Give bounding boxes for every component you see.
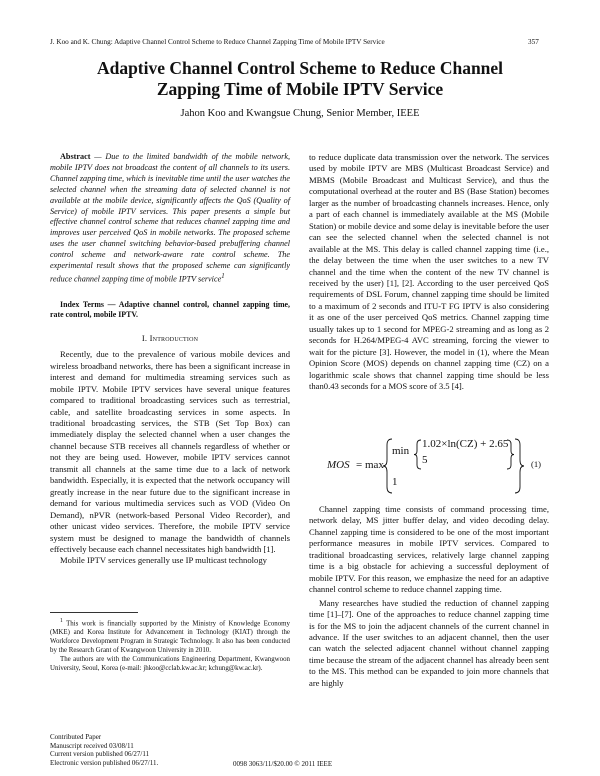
manuscript-line-1: Contributed Paper <box>50 733 102 741</box>
equation-lhs: MOS <box>327 459 350 471</box>
right-column-bottom <box>309 504 549 689</box>
title-line-1: Adaptive Channel Control Scheme to Reduce Channel <box>96 58 504 78</box>
manuscript-info <box>50 733 158 767</box>
equation-max: = max <box>356 459 384 471</box>
footnote: $^1$ This work is financially supported by the Ministry of Knowledge Economy (MKE) and Korea Institute for Advancement in Technology (KIAT) through the Workforce Development Program in Strategic Technology. It also has been conducted by the Research Grant of Kwangwoon University in 2010. The authors are with the Communications Engineering Department, Kwangwoon University, Seoul, Korea (e-mail: jhkoo@cclab.kw.ac.kr; kchung@kw.ac.kr). <box>50 618 290 673</box>
page-number: 357 <box>528 38 539 46</box>
left-column <box>50 152 290 567</box>
manuscript-line-3: Current version published 06/27/11 <box>50 750 150 759</box>
footer-code: 0098 3063/11/$20.00 © 2011 IEEE <box>233 760 333 768</box>
section-number: I. <box>141 332 148 343</box>
equation-row-1: 1.02×ln(CZ) + 2.65 <box>422 438 509 450</box>
paper-title <box>40 58 560 100</box>
footnote-rule <box>50 612 138 613</box>
running-header: J. Koo and K. Chung: Adaptive Channel Control Scheme to Reduce Channel Zapping Time of Mobile IPTV Service <box>50 38 385 46</box>
manuscript-line-4: Electronic version published 06/27/11. <box>50 758 159 767</box>
authors: Jahon Koo and Kwangsue Chung, Senior Member, IEEE <box>180 108 420 119</box>
abstract <box>50 152 290 286</box>
abstract-text: — Due to the limited bandwidth of the mobile network, mobile IPTV does not broadcast the content of all channels to its users. Channel zapping time, which is inevitable time until the user watches the selected channel when the streaming data of selected channel is not available at the mobile device, significantly affects the QoS (Quality of Service) of mobile IPTV services. This paper presents a simple but effective channel control scheme that reduces channel zapping time and improves user perceived QoS in mobile networks. The proposed scheme uses the user channel switching behavior-based prebuffering channel control scheme and network-aware rate control scheme. The experimental result shows that the proposed scheme can significantly reduce channel zapping time of mobile IPTV service <box>50 152 290 284</box>
section-heading <box>50 333 290 344</box>
intro-paragraph-1: Recently, due to the prevalence of various mobile devices and wireless broadband networks, there has been a significant increase in interest and demand for multimedia streaming services such as mobile IPTV. Mobile IPTV services have several unique features compared to traditional broadcasting services such as terrestrial, cable, and satellite broadcasting services in some aspects. In traditional broadcasting services, the STB (Set Top Box) can immediately display the selected channel when a user changes the channel because STB receives all channels regardless of whether or not they are being used. However, mobile IPTV services cannot transmit all channels at the same time due to a lack of network bandwidth. Especially, it is expected that the network occupancy will greatly increase in the near future due to the significant increase in demand for various multimedia services such as VOD (Video On Demand), nPVR (network-based Personal Video Recorder), and other unicast video services. Therefore, the mobile IPTV service system must be designed to manage the bandwidth of channels effectively because each channel necessitates high bandwidth [1]. <box>50 349 290 554</box>
footnote-2: The authors are with the Communications Engineering Department, Kwangwoon University, Seoul, Korea (e-mail: jhkoo@cclab.kw.ac.kr; kchung@kw.ac.kr). <box>50 656 290 673</box>
section-title: Introduction <box>149 332 199 343</box>
index-terms: Index Terms — Adaptive channel control, channel zapping time, rate control, mobile IPTV. <box>50 299 290 320</box>
equation-row-2: 5 <box>422 454 428 466</box>
right-paragraph-1: to reduce duplicate data transmission over the network. The services used by mobile IPTV are MBS (Multicast Broadcast Service) and MBMS (Mobile Broadcast and Multicast Service), and thus the computational overhead at the router and BS (Base Station) becomes larger as the number of broadcasting channels increases. Hence, only a part of each channel is immediately available at the MS (Mobile Station) or mobile device and some delay is inevitable before the user can see the selected channel when the selected channel is not available at the MS. This delay is called channel zapping time (i.e., the delay between the time when the user switches to a new TV channel and the time when the content of the new TV channel is received by the user) [1], [2]. According to the user perceived QoS requirements of DSL Forum, channel zapping time should be limited to a maximum of 2 seconds and ITU-T FG IPTV is also considering it as one of the user perceived QoS metrics. Channel zapping time usually takes up to 1 second for MPEG-2 streaming and as long as 2 seconds for H.264/MPEG-4 AVC streaming, forcing the viewer to wait for the picture [3]. However, the model in (1), where the Mean Opinion Score (MOS) depends on channel zapping time (CZ) on a logarithmic scale shows that channel zapping time should be less than0.43 seconds for a MOS score of 3.5 [4]. <box>309 152 549 392</box>
equation-1 <box>309 438 549 494</box>
title-line-2: Zapping Time of Mobile IPTV Service <box>156 79 444 99</box>
manuscript-line-2: Manuscript received 03/08/11 <box>50 741 134 750</box>
intro-paragraph-2-start: Mobile IPTV services generally use IP multicast technology <box>60 555 267 566</box>
right-column-top <box>309 152 549 393</box>
abstract-footnote-mark: 1 <box>221 272 225 280</box>
abstract-label: Abstract <box>60 152 91 161</box>
right-paragraph-2: Channel zapping time consists of command processing time, network delay, MS jitter buffer delay, and video decoding delay. Channel zapping time is considered to be one of the most important performance measures in mobile IPTV services. Compared to traditional broadcasting services, relatively large channel zapping time is a big obstacle for achieving a successful deployment of mobile IPTV. For this reason, we emphasize the need for an adaptive channel control scheme to reduce channel zapping time. <box>309 504 549 595</box>
equation-min: min <box>392 445 410 457</box>
footnote-1: This work is financially supported by the Ministry of Knowledge Economy (MKE) and Korea Institute for Advancement in Technology (KIAT) through the Workforce Development Program in Strategic Technology. It also has been conducted by the Research Grant of Kwangwoon University in 2010. <box>50 620 290 655</box>
equation-number: (1) <box>531 459 542 469</box>
right-brace-icon <box>513 438 525 494</box>
right-paragraph-3: Many researches have studied the reduction of channel zapping time [1]–[7]. One of the approaches to reduce channel zapping time is for the MS to join the adjacent channels of the current channel in advance. If the user switches to an adjacent channel, then the user can watch the selected adjacent channel without channel zapping time because the stream of the adjacent channel has already been sent to the MS. This method can be expanded to join more channels that are highly <box>309 597 549 688</box>
equation-row-3: 1 <box>392 476 398 488</box>
